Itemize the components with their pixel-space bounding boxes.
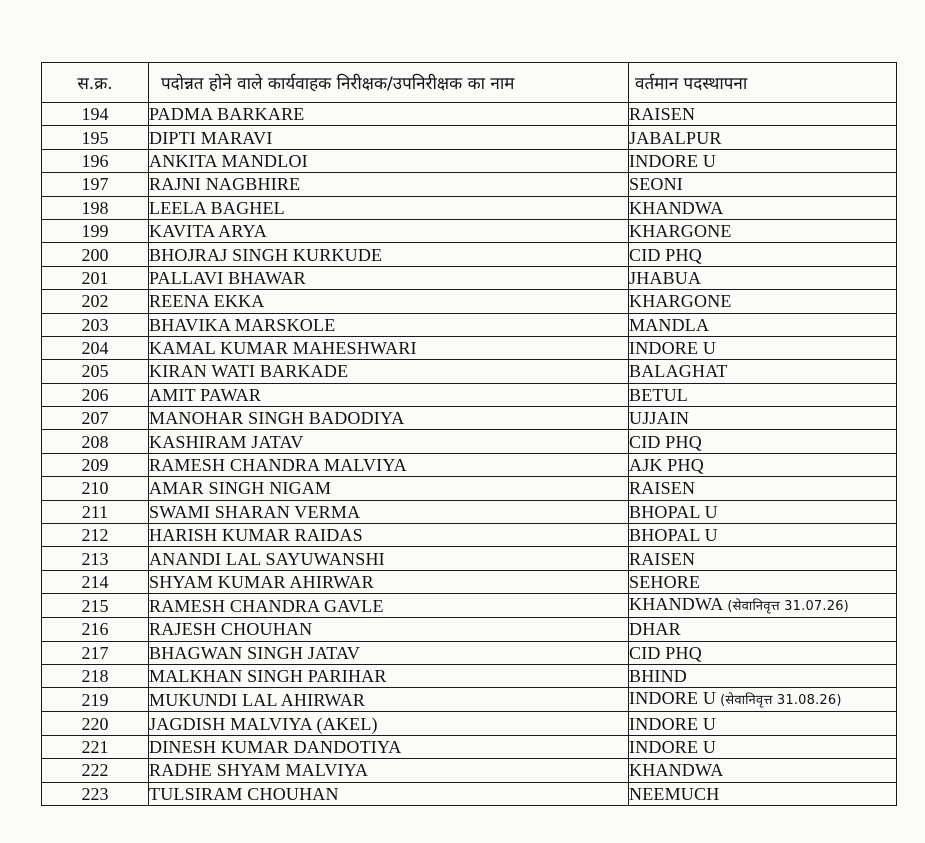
serial-number-cell: 206 bbox=[42, 383, 149, 406]
posting-location: UJJAIN bbox=[629, 408, 690, 429]
table-row bbox=[42, 759, 897, 782]
serial-number-cell: 201 bbox=[42, 266, 149, 289]
current-posting-cell bbox=[629, 360, 897, 383]
posting-location: SEHORE bbox=[629, 572, 701, 592]
officer-name-cell: TULSIRAM CHOUHAN bbox=[149, 782, 629, 805]
serial-number-cell: 223 bbox=[42, 782, 149, 805]
serial-number-cell: 222 bbox=[42, 759, 149, 782]
officer-name-cell: PALLAVI BHAWAR bbox=[149, 266, 629, 289]
posting-location: CID PHQ bbox=[629, 431, 702, 452]
table-row bbox=[42, 103, 897, 126]
current-posting-cell bbox=[629, 688, 897, 712]
officer-name-cell: KAVITA ARYA bbox=[149, 219, 629, 242]
table-row bbox=[42, 688, 897, 712]
officer-name-cell: MANOHAR SINGH BADODIYA bbox=[149, 407, 629, 430]
officer-name-cell: RAJESH CHOUHAN bbox=[149, 618, 629, 641]
posting-location: BHOPAL U bbox=[629, 501, 718, 522]
current-posting-cell bbox=[629, 594, 897, 618]
header-current-posting: वर्तमान पदस्थापना bbox=[629, 63, 897, 103]
officer-name-cell: MUKUNDI LAL AHIRWAR bbox=[149, 688, 629, 712]
table-row bbox=[42, 126, 897, 149]
officer-name-cell: JAGDISH MALVIYA (AKEL) bbox=[149, 712, 629, 735]
table-row bbox=[42, 453, 897, 476]
serial-number-cell: 212 bbox=[42, 524, 149, 547]
table-row bbox=[42, 570, 897, 593]
officer-name-cell: KASHIRAM JATAV bbox=[149, 430, 629, 453]
serial-number-cell: 214 bbox=[42, 570, 149, 593]
serial-number-cell: 198 bbox=[42, 196, 149, 219]
table-row bbox=[42, 266, 897, 289]
posting-location: KHANDWA bbox=[629, 760, 724, 781]
posting-location: INDORE U bbox=[629, 713, 717, 734]
officer-name-cell: DINESH KUMAR DANDOTIYA bbox=[149, 735, 629, 758]
serial-number-cell: 208 bbox=[42, 430, 149, 453]
table-row bbox=[42, 477, 897, 500]
table-row bbox=[42, 360, 897, 383]
current-posting-cell bbox=[629, 290, 897, 313]
posting-location: AJK PHQ bbox=[629, 455, 704, 476]
posting-location: KHARGONE bbox=[629, 221, 732, 242]
current-posting-cell bbox=[629, 126, 897, 149]
table-row bbox=[42, 313, 897, 336]
current-posting-cell bbox=[629, 383, 897, 406]
table-row bbox=[42, 196, 897, 219]
current-posting-cell bbox=[629, 243, 897, 266]
serial-number-cell: 213 bbox=[42, 547, 149, 570]
posting-location: BETUL bbox=[629, 384, 688, 405]
current-posting-cell bbox=[629, 547, 897, 570]
officer-name-cell: KIRAN WATI BARKADE bbox=[149, 360, 629, 383]
officer-name-cell: SHYAM KUMAR AHIRWAR bbox=[149, 570, 629, 593]
serial-number-cell: 209 bbox=[42, 453, 149, 476]
current-posting-cell bbox=[629, 453, 897, 476]
table-header bbox=[42, 63, 897, 103]
posting-location: KHARGONE bbox=[629, 291, 732, 312]
serial-number-cell: 196 bbox=[42, 149, 149, 172]
posting-location: JHABUA bbox=[629, 267, 702, 288]
current-posting-cell bbox=[629, 196, 897, 219]
posting-location: INDORE U bbox=[629, 736, 717, 757]
serial-number-cell: 204 bbox=[42, 336, 149, 359]
posting-location: BALAGHAT bbox=[629, 361, 728, 382]
table-row bbox=[42, 524, 897, 547]
officer-name-cell: RAJNI NAGBHIRE bbox=[149, 173, 629, 196]
table-row bbox=[42, 735, 897, 758]
current-posting-cell bbox=[629, 759, 897, 782]
table-row bbox=[42, 430, 897, 453]
current-posting-cell bbox=[629, 407, 897, 430]
retirement-note: (सेवानिवृत्त 31.08.26) bbox=[720, 693, 842, 709]
table-row bbox=[42, 782, 897, 805]
current-posting-cell bbox=[629, 313, 897, 336]
officer-name-cell: ANKITA MANDLOI bbox=[149, 149, 629, 172]
serial-number-cell: 215 bbox=[42, 594, 149, 618]
current-posting-cell bbox=[629, 641, 897, 664]
serial-number-cell: 217 bbox=[42, 641, 149, 664]
officer-name-cell: DIPTI MARAVI bbox=[149, 126, 629, 149]
serial-number-cell: 194 bbox=[42, 103, 149, 126]
posting-location: KHANDWA bbox=[629, 594, 724, 615]
serial-number-cell: 202 bbox=[42, 290, 149, 313]
table-body bbox=[42, 103, 897, 806]
current-posting-cell bbox=[629, 149, 897, 172]
table-row bbox=[42, 173, 897, 196]
posting-location: SEONI bbox=[629, 174, 683, 195]
current-posting-cell bbox=[629, 219, 897, 242]
current-posting-cell bbox=[629, 103, 897, 126]
current-posting-cell bbox=[629, 712, 897, 735]
serial-number-cell: 200 bbox=[42, 243, 149, 266]
officer-name-cell: ANANDI LAL SAYUWANSHI bbox=[149, 547, 629, 570]
table-row bbox=[42, 500, 897, 523]
table-row bbox=[42, 383, 897, 406]
officer-name-cell: SWAMI SHARAN VERMA bbox=[149, 500, 629, 523]
serial-number-cell: 195 bbox=[42, 126, 149, 149]
current-posting-cell bbox=[629, 173, 897, 196]
serial-number-cell: 197 bbox=[42, 173, 149, 196]
posting-location: RAISEN bbox=[629, 478, 696, 499]
officer-name-cell: RAMESH CHANDRA MALVIYA bbox=[149, 453, 629, 476]
serial-number-cell: 210 bbox=[42, 477, 149, 500]
officer-name-cell: BHOJRAJ SINGH KURKUDE bbox=[149, 243, 629, 266]
serial-number-cell: 219 bbox=[42, 688, 149, 712]
serial-number-cell: 221 bbox=[42, 735, 149, 758]
current-posting-cell bbox=[629, 500, 897, 523]
officer-name-cell: HARISH KUMAR RAIDAS bbox=[149, 524, 629, 547]
current-posting-cell bbox=[629, 524, 897, 547]
officer-name-cell: PADMA BARKARE bbox=[149, 103, 629, 126]
promotion-list-table bbox=[41, 62, 897, 806]
officer-name-cell: RADHE SHYAM MALVIYA bbox=[149, 759, 629, 782]
officer-name-cell: LEELA BAGHEL bbox=[149, 196, 629, 219]
posting-location: MANDLA bbox=[629, 314, 710, 335]
current-posting-cell bbox=[629, 735, 897, 758]
posting-location: BHIND bbox=[629, 666, 687, 687]
posting-location: DHAR bbox=[629, 619, 681, 640]
posting-location: JABALPUR bbox=[629, 127, 722, 148]
retirement-note: (सेवानिवृत्त 31.07.26) bbox=[727, 599, 849, 615]
table-row bbox=[42, 149, 897, 172]
serial-number-cell: 207 bbox=[42, 407, 149, 430]
officer-name-cell: AMAR SINGH NIGAM bbox=[149, 477, 629, 500]
header-officer-name: पदोन्नत होने वाले कार्यवाहक निरीक्षक/उपनिरीक्षक का नाम bbox=[149, 63, 629, 103]
officer-name-cell: BHAVIKA MARSKOLE bbox=[149, 313, 629, 336]
serial-number-cell: 220 bbox=[42, 712, 149, 735]
serial-number-cell: 218 bbox=[42, 664, 149, 687]
officer-name-cell: MALKHAN SINGH PARIHAR bbox=[149, 664, 629, 687]
serial-number-cell: 211 bbox=[42, 500, 149, 523]
table-row bbox=[42, 407, 897, 430]
header-row bbox=[42, 63, 897, 103]
posting-location: INDORE U bbox=[629, 338, 717, 359]
officer-name-cell: RAMESH CHANDRA GAVLE bbox=[149, 594, 629, 618]
posting-location: CID PHQ bbox=[629, 244, 702, 265]
serial-number-cell: 199 bbox=[42, 219, 149, 242]
current-posting-cell bbox=[629, 477, 897, 500]
posting-location: INDORE U bbox=[629, 150, 717, 171]
current-posting-cell bbox=[629, 570, 897, 593]
posting-location: BHOPAL U bbox=[629, 525, 718, 546]
current-posting-cell bbox=[629, 782, 897, 805]
posting-location: CID PHQ bbox=[629, 642, 702, 663]
posting-location: INDORE U bbox=[629, 688, 717, 709]
table-row bbox=[42, 712, 897, 735]
officer-name-cell: BHAGWAN SINGH JATAV bbox=[149, 641, 629, 664]
table-row bbox=[42, 336, 897, 359]
posting-location: KHANDWA bbox=[629, 197, 724, 218]
posting-location: RAISEN bbox=[629, 548, 696, 569]
header-serial-number: स.क्र. bbox=[42, 63, 149, 103]
current-posting-cell bbox=[629, 430, 897, 453]
officer-name-cell: KAMAL KUMAR MAHESHWARI bbox=[149, 336, 629, 359]
serial-number-cell: 205 bbox=[42, 360, 149, 383]
current-posting-cell bbox=[629, 618, 897, 641]
table-row bbox=[42, 290, 897, 313]
table-row bbox=[42, 594, 897, 618]
table-row bbox=[42, 664, 897, 687]
posting-location: NEEMUCH bbox=[629, 783, 720, 804]
table-row bbox=[42, 618, 897, 641]
current-posting-cell bbox=[629, 336, 897, 359]
table-row bbox=[42, 219, 897, 242]
current-posting-cell bbox=[629, 664, 897, 687]
officer-name-cell: AMIT PAWAR bbox=[149, 383, 629, 406]
current-posting-cell bbox=[629, 266, 897, 289]
serial-number-cell: 203 bbox=[42, 313, 149, 336]
officer-name-cell: REENA EKKA bbox=[149, 290, 629, 313]
posting-location: RAISEN bbox=[629, 104, 696, 125]
table-row bbox=[42, 243, 897, 266]
serial-number-cell: 216 bbox=[42, 618, 149, 641]
table-row bbox=[42, 547, 897, 570]
table-row bbox=[42, 641, 897, 664]
